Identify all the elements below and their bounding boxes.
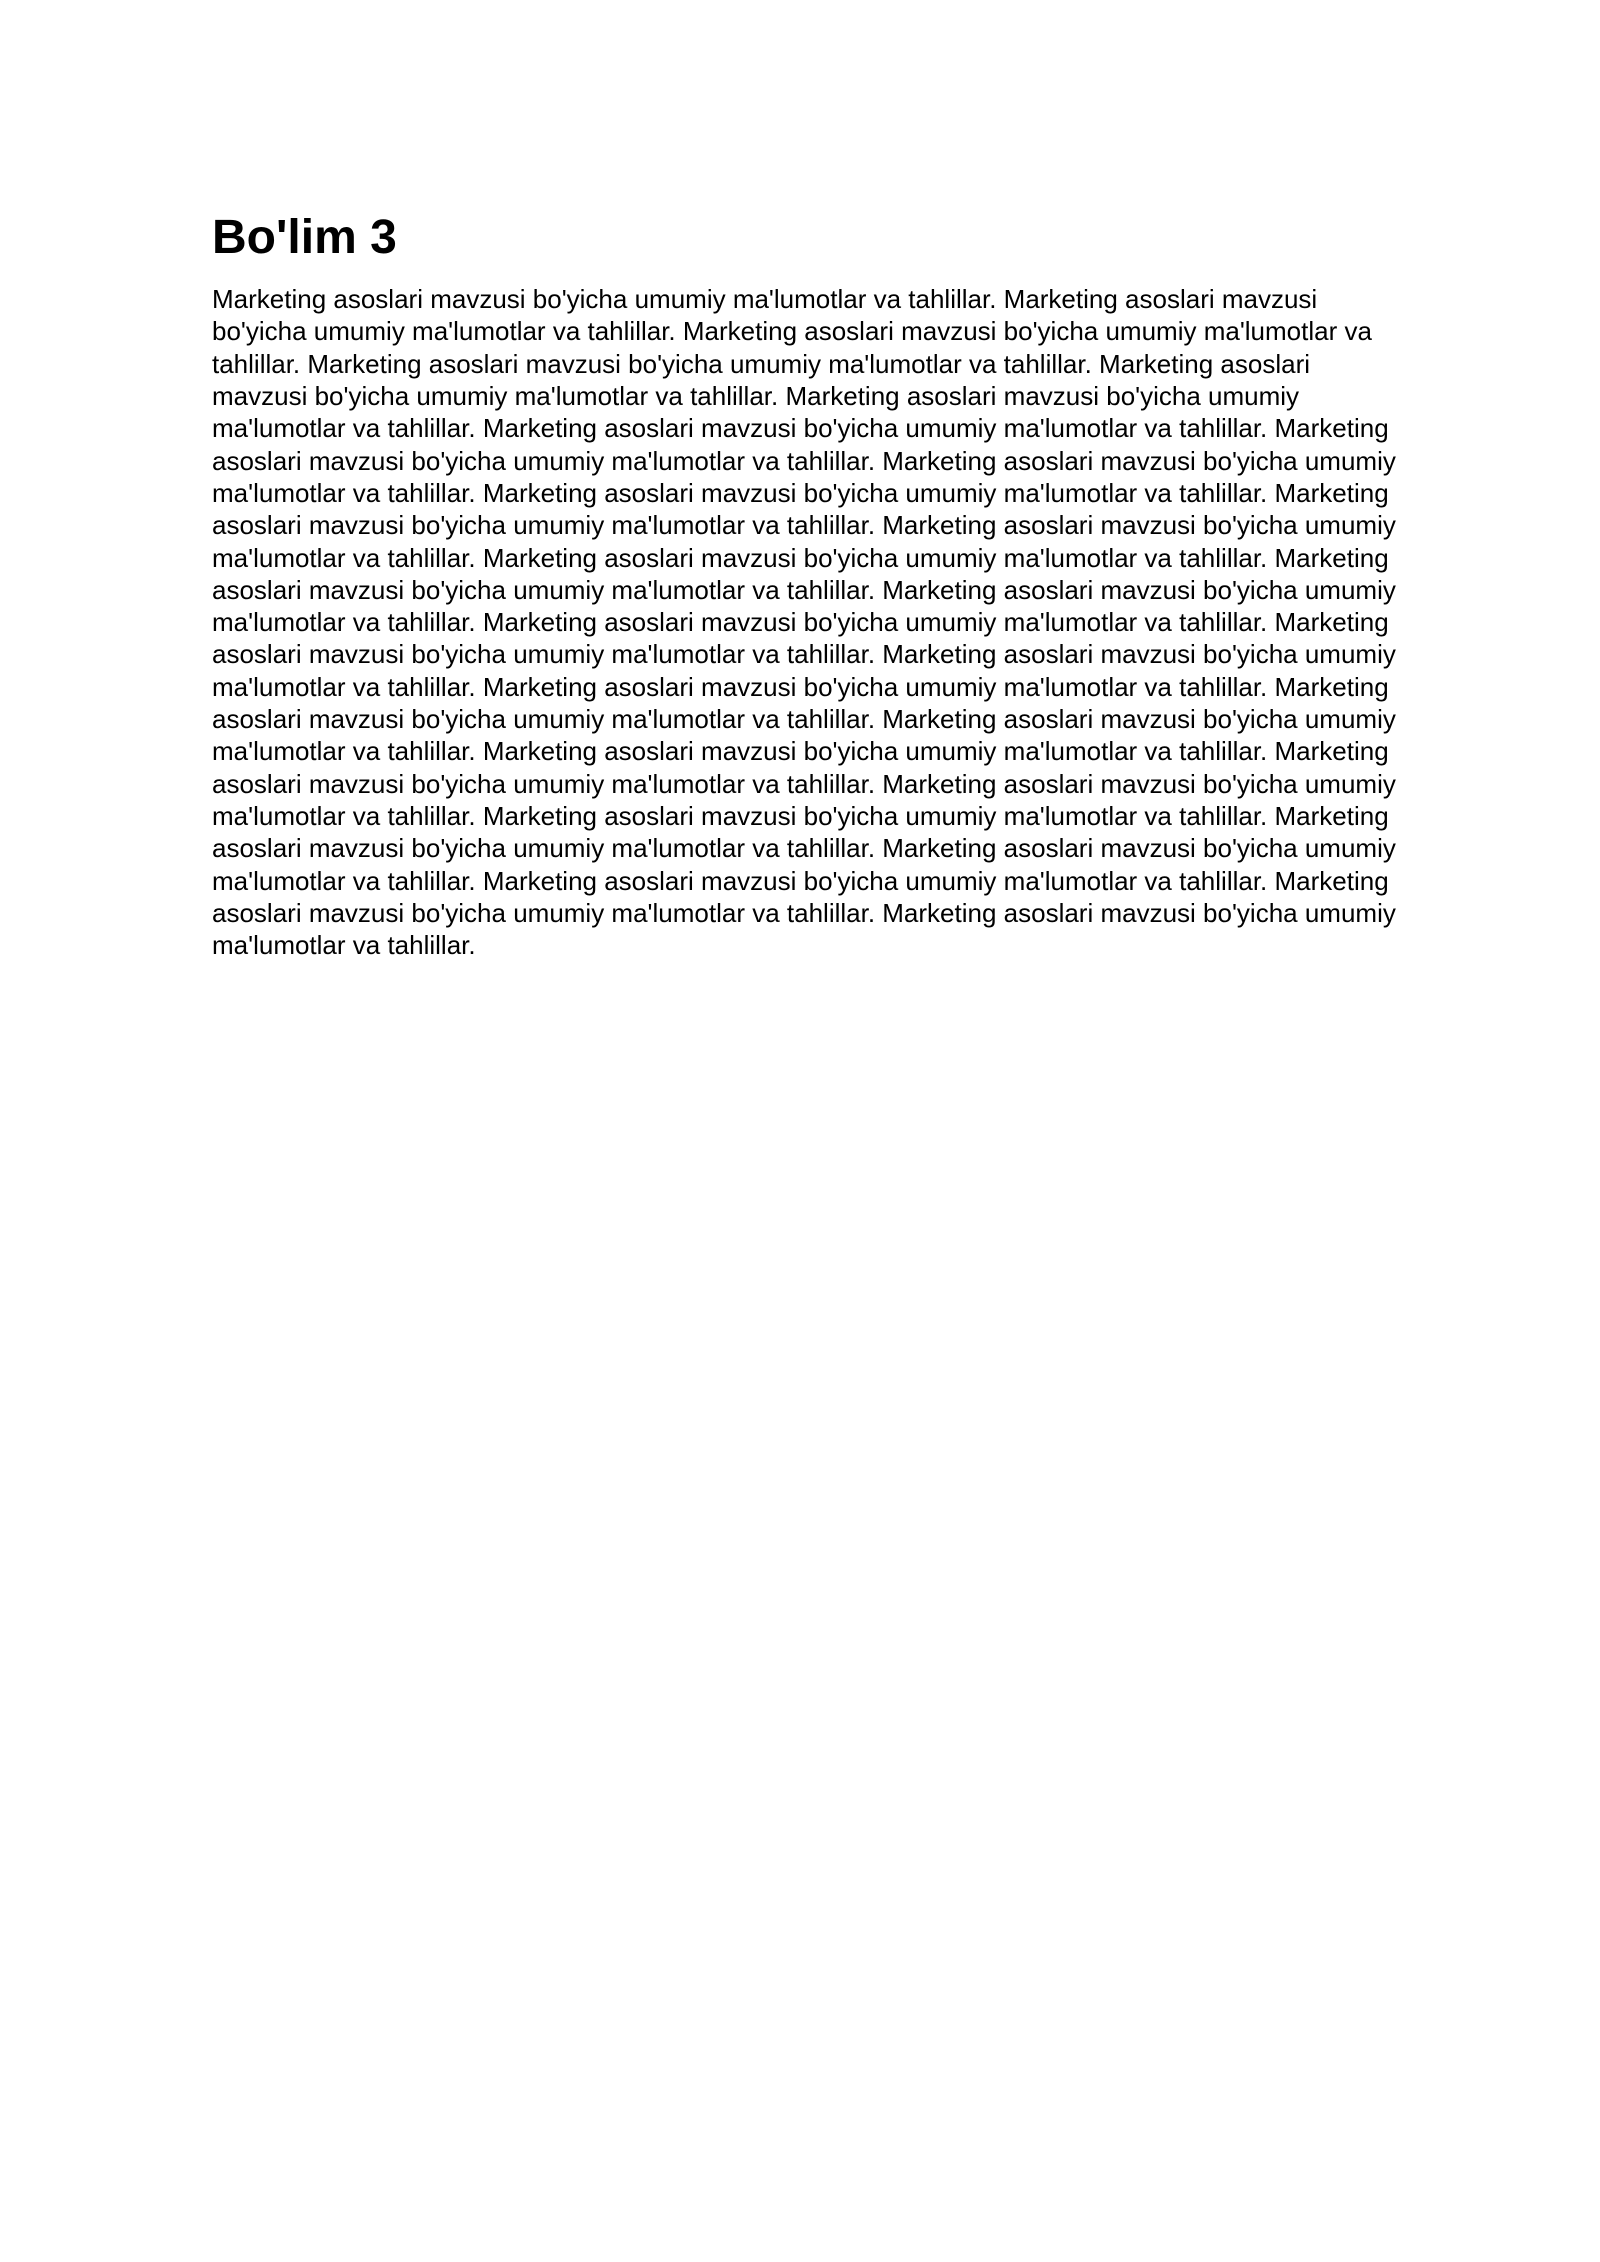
body-paragraph: Marketing asoslari mavzusi bo'yicha umumiy ma'lumotlar va tahlillar. Marketing asoslari mavzusi bo'yicha umumiy ma'lumotlar va tahlillar. Marketing asoslari mavzusi bo'yicha umumiy ma'lumotlar va tahlillar. Marketing asoslari mavzusi bo'yicha umumiy ma'lumotlar va tahlillar. Marketing asoslari mavzusi bo'yicha umumiy ma'lumotlar va tahlillar. Marketing asoslari mavzusi bo'yicha umumiy ma'lumotlar va tahlillar. Marketing asoslari mavzusi bo'yicha umumiy ma'lumotlar va tahlillar. Marketing asoslari mavzusi bo'yicha umumiy ma'lumotlar va tahlillar. Marketing asoslari mavzusi bo'yicha umumiy ma'lumotlar va tahlillar. Marketing asoslari mavzusi bo'yicha umumiy ma'lumotlar va tahlillar. Marketing asoslari mavzusi bo'yicha umumiy ma'lumotlar va tahlillar. Marketing asoslari mavzusi bo'yicha umumiy ma'lumotlar va tahlillar. Marketing asoslari mavzusi bo'yicha umumiy ma'lumotlar va tahlillar. Marketing asoslari mavzusi bo'yicha umumiy ma'lumotlar va tahlillar. Marketing asoslari mavzusi bo'yicha umumiy ma'lumotlar va tahlillar. Marketing asoslari mavzusi bo'yicha umumiy ma'lumotlar va tahlillar. Marketing asoslari mavzusi bo'yicha umumiy ma'lumotlar va tahlillar. Marketing asoslari mavzusi bo'yicha umumiy ma'lumotlar va tahlillar. Marketing asoslari mavzusi bo'yicha umumiy ma'lumotlar va tahlillar. Marketing asoslari mavzusi bo'yicha umumiy ma'lumotlar va tahlillar. Marketing asoslari mavzusi bo'yicha umumiy ma'lumotlar va tahlillar. Marketing asoslari mavzusi bo'yicha umumiy ma'lumotlar va tahlillar. Marketing asoslari mavzusi bo'yicha umumiy ma'lumotlar va tahlillar. Marketing asoslari mavzusi bo'yicha umumiy ma'lumotlar va tahlillar. Marketing asoslari mavzusi bo'yicha umumiy ma'lumotlar va tahlillar. Marketing asoslari mavzusi bo'yicha umumiy ma'lumotlar va tahlillar. Marketing asoslari mavzusi bo'yicha umumiy ma'lumotlar va tahlillar. Marketing asoslari mavzusi bo'yicha umumiy ma'lumotlar va tahlillar. Marketing asoslari mavzusi bo'yicha umumiy ma'lumotlar va tahlillar. Marketing asoslari mavzusi bo'yicha umumiy ma'lumotlar va tahlillar.	[212, 284, 1396, 961]
document-content	[212, 210, 1400, 961]
section-heading: Bo'lim 3	[212, 211, 397, 264]
